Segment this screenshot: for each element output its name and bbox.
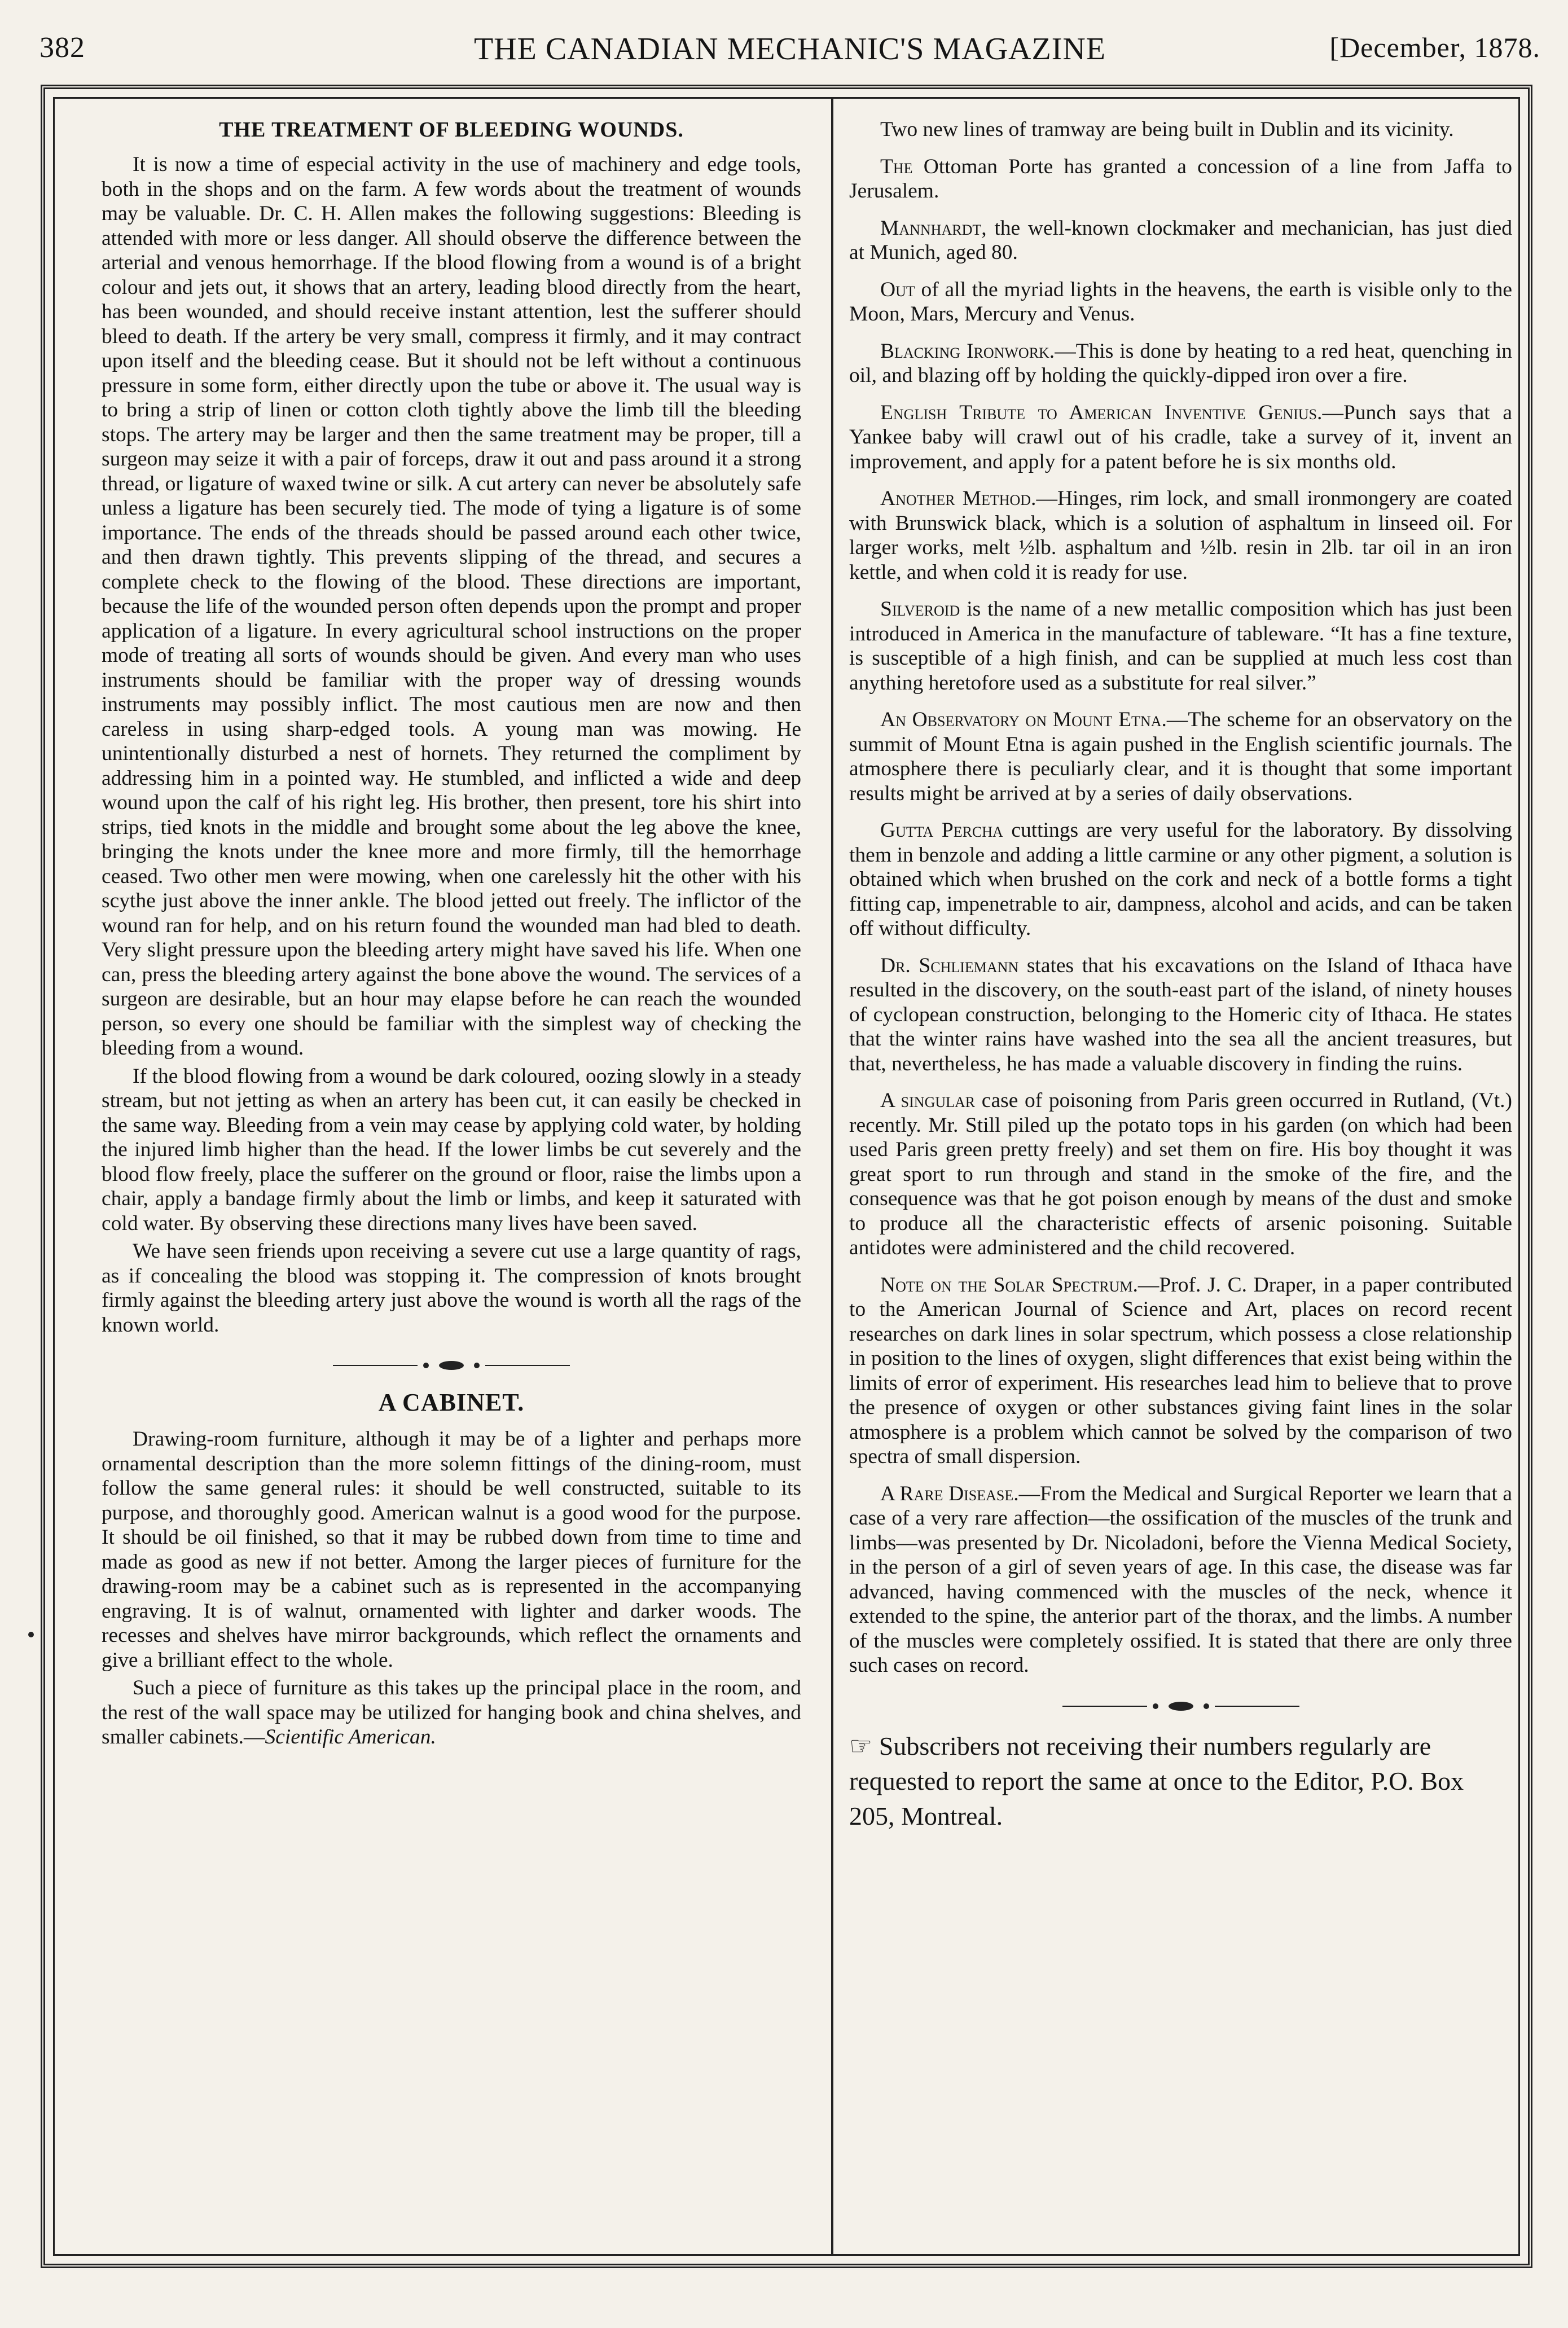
news-item-text: case of poisoning from Paris green occurred in Rutland, (Vt.) recently. Mr. Still piled up the potato tops in his garden (on which had been used Paris green pretty freely) and set them on fire. His boy thought it was great sport to run through and stand in the smoke of the fire, and the consequence was that he got poison enough by means of the dust and smoke to produce all the characteristic effects of arsenic poisoning. Suitable antidotes were administered and the child recovered. [849, 1089, 1512, 1259]
news-items [849, 117, 1512, 1678]
news-item [849, 117, 1512, 142]
news-item-text: —Hinges, rim lock, and small ironmongery are coated with Brunswick black, which is a solution of asphaltum in linseed oil. For larger works, melt ½lb. asphaltum and ½lb. resin in 2lb. tar oil in an iron kettle, and when cold it is ready for use. [849, 487, 1512, 584]
news-item-lead: Blacking Ironwork. [880, 339, 1055, 363]
news-item [849, 278, 1512, 327]
news-item [849, 401, 1512, 475]
section-ornament [849, 1701, 1512, 1712]
news-item-lead: The [880, 155, 913, 178]
news-item-text: —Punch says that a Yankee baby will crawl out of his cradle, take a survey of it, invent an improvement, and apply for a patent before he is six months old. [849, 401, 1512, 473]
news-item-text: —The scheme for an observatory on the summit of Mount Etna is again pushed in the English scientific journals. The atmosphere there is peculiarly clear, and it is thought that some important results might be arrived at by a series of daily observations. [849, 708, 1512, 805]
news-item-text: —From the Medical and Surgical Reporter we learn that a case of a very rare affection—the ossification of the muscles of the trunk and limbs—was presented by Dr. Nicoladoni, before the Vienna Medical Society, in the person of a girl of seven years of age. In this case, the disease was far advanced, having commenced with the muscles of the neck, whence it extended to the spine, the anterior part of the thorax, and the limbs. A number of the muscles were completely ossified. It is stated that there are only three such cases on record. [849, 1482, 1512, 1677]
article-paragraph: If the blood flowing from a wound be dark coloured, oozing slowly in a steady stream, but not jetting as when an artery has been cut, it can easily be checked in the same way. Bleeding from a vein may cease by applying cold water, by holding the injured limb higher than the head. If the lower limbs be cut severely and the blood flow freely, place the sufferer on the ground or floor, raise the limbs upon a chair, apply a bandage firmly about the limb or limbs, and keep it saturated with cold water. By observing these directions many lives have been saved. [102, 1064, 801, 1235]
margin-dot [28, 1632, 34, 1637]
news-item-lead: Silveroid [880, 598, 960, 621]
news-item-text: is the name of a new metallic composition which has just been introduced in America in the manufacture of tableware. “It has a fine texture, is susceptible of a high finish, and can be supplied at much less cost than anything heretofore used as a substitute for real silver.” [849, 598, 1512, 695]
news-item [849, 486, 1512, 585]
section-ornament [102, 1360, 801, 1371]
news-item-lead: Another Method. [880, 487, 1036, 510]
news-item [849, 597, 1512, 695]
ornament-rule-icon [1062, 1701, 1299, 1712]
subscriber-notice [849, 1729, 1512, 1834]
article-title-cabinet: A CABINET. [378, 1389, 525, 1417]
news-item-text: of all the myriad lights in the heavens, the earth is visible only to the Moon, Mars, Mercury and Venus. [849, 278, 1512, 326]
left-column [102, 117, 801, 1750]
article-source: Scientific American. [265, 1725, 436, 1749]
news-item [849, 1482, 1512, 1678]
news-item-lead: Dr. Schliemann [880, 954, 1019, 977]
paragraph-text: Such a piece of furniture as this takes up the principal place in the room, and the rest of the wall space may be utilized for hanging book and china shelves, and smaller cabinets.— [102, 1676, 801, 1749]
column-divider [831, 97, 833, 2256]
news-item-lead: Mannhardt, [880, 216, 987, 240]
news-item-lead: Out [880, 278, 915, 301]
magazine-title: THE CANADIAN MECHANIC'S MAGAZINE [473, 32, 1106, 67]
news-item-text: Ottoman Porte has granted a concession of a line from Jaffa to Jerusalem. [849, 155, 1512, 203]
news-item-lead: A singular [880, 1089, 976, 1112]
article-paragraph: We have seen friends upon receiving a severe cut use a large quantity of rags, as if concealing the blood was stopping it. The compression of knots brought firmly against the bleeding artery just above the wound is worth all the rags of the known world. [102, 1240, 801, 1337]
page-header [39, 31, 1540, 82]
page-frame [41, 85, 1532, 2268]
news-item-lead: An Observatory on Mount Etna. [880, 708, 1167, 731]
article-paragraph: It is now a time of especial activity in the use of machinery and edge tools, both in the shops and on the farm. A few words about the treatment of wounds may be valuable. Dr. C. H. Allen makes the following suggestions: Bleeding is attended with more or less danger. All should observe the difference between the arterial and venous hemorrhage. If the blood flowing from a wound is of a bright colour and jets out, it shows that an artery, leading blood directly from the heart, has been wounded, and should receive instant attention, lest the sufferer should bleed to death. If the artery be very small, compress it firmly, and it may contract upon itself and the bleeding cease. But it should not be left without a continuous pressure in some form, either directly upon the tube or above it. The usual way is to bring a strip of linen or cotton cloth tightly above the limb till the bleeding stops. The artery may be larger and then the same treatment may be proper, till a surgeon may seize it with a pair of forceps, draw it out and pass around it a strong thread, or ligature of waxed twine or silk. A cut artery can never be absolutely safe unless a ligature has been securely tied. The mode of tying a ligature is of some importance. The ends of the threads should be passed around each other twice, and then drawn tightly. This prevents slipping of the thread, and secures a complete check to the flowing of the blood. These directions are important, because the life of the wounded person often depends upon the prompt and proper application of a ligature. In every agricultural school instructions on the proper mode of treating all sorts of wounds should be given. And every man who uses instruments should be familiar with the proper way of dressing wounds instruments may possibly inflict. The most cautious men are now and then careless in using sharp-edged tools. A young man was mowing. He unintentionally disturbed a nest of hornets. They returned the compliment by addressing him in a pointed way. He stumbled, and inflicted a wide and deep wound upon the calf of his right leg. His brother, then present, tore his shirt into strips, tied knots in the middle and brought some about the leg above the knee, bringing the knots under the knee more and more firmly, till the hemorrhage ceased. Two other men were mowing, when one carelessly hit the other with his scythe just above the inner ankle. The blood jetted out freely. The inflictor of the wound ran for help, and on his return found the wounded man had bled to death. Very slight pressure upon the bleeding artery might have saved his life. When one can, press the bleeding artery against the bone above the wound. The services of a surgeon are desirable, but an hour may elapse before he can reach the wounded person, so every one should be familiar with the simplest way of checking the bleeding from a wound. [102, 153, 801, 1060]
news-item-lead: Gutta Percha [880, 819, 1003, 842]
news-item-text: the well-known clockmaker and mechanician, has just died at Munich, aged 80. [849, 216, 1512, 264]
article-paragraph: Drawing-room furniture, although it may be of a lighter and perhaps more ornamental description than the more solemn fittings of the dining-room, must follow the same general rules: it should be well constructed, suitable to its purpose, and thoroughly good. American walnut is a good wood for the purpose. It should be oil finished, so that it may be rubbed down from time to time and made as good as new if not better. Among the larger pieces of furniture for the drawing-room may be a cabinet such as is represented in the accompanying engraving. It is of walnut, ornamented with lighter and darker woods. The recesses and shelves have mirror backgrounds, which reflect the ornaments and give a brilliant effect to the whole. [102, 1427, 801, 1672]
notice-text: Subscribers not receiving their numbers regularly are requested to report the same at once to the Editor, P.O. Box 205, Montreal. [849, 1731, 1464, 1830]
right-column [849, 117, 1512, 1834]
news-item-text: states that his excavations on the Island of Ithaca have resulted in the discovery, on the south-east part of the island, of ninety houses of cyclopean construction, belonging to the Homeric city of Ithaca. He states that the winter rains have washed into the sea all the ancient treasures, but that, nevertheless, he has made a valuable discovery in finding the ruins. [849, 954, 1512, 1075]
news-item-lead: Note on the Solar Spectrum. [880, 1273, 1138, 1297]
news-item-text: Two new lines of tramway are being built in Dublin and its vicinity. [880, 118, 1454, 141]
news-item [849, 1088, 1512, 1260]
pointing-hand-icon: ☞ [849, 1731, 873, 1760]
news-item [849, 954, 1512, 1077]
news-item [849, 339, 1512, 388]
issue-date: [December, 1878. [1329, 32, 1540, 63]
news-item-lead: English Tribute to American Inventive Genius. [880, 401, 1323, 424]
article-title-bleeding-wounds: THE TREATMENT OF BLEEDING WOUNDS. [219, 118, 684, 142]
page-number: 382 [39, 32, 85, 64]
news-item-text: —Prof. J. C. Draper, in a paper contributed to the American Journal of Science and Art, places on record recent researches on dark lines in solar spectrum, which possess a close relationship in position to the lines of oxygen, slight differences that exist being within the limits of error of experiment. His researches lead him to believe that to prove the presence of oxygen or other substances giving faint lines in the solar atmosphere is a problem which cannot be solved by the comparison of two spectra of small dispersion. [849, 1273, 1512, 1468]
ornament-rule-icon [333, 1360, 570, 1371]
news-item-text: cuttings are very useful for the laboratory. By dissolving them in benzole and adding a little carmine or any other pigment, a solution is obtained which when brushed on the cork and neck of a bottle forms a tight fitting cap, impenetrable to air, dampness, alcohol and acids, and can be taken off without difficulty. [849, 819, 1512, 940]
news-item [849, 708, 1512, 806]
news-item-text: —This is done by heating to a red heat, quenching in oil, and blazing off by holding the quickly-dipped iron over a fire. [849, 339, 1512, 387]
news-item [849, 1273, 1512, 1469]
news-item [849, 216, 1512, 265]
news-item [849, 818, 1512, 941]
news-item-lead: A Rare Disease. [880, 1482, 1019, 1505]
article-paragraph [102, 1676, 801, 1750]
news-item [849, 155, 1512, 204]
